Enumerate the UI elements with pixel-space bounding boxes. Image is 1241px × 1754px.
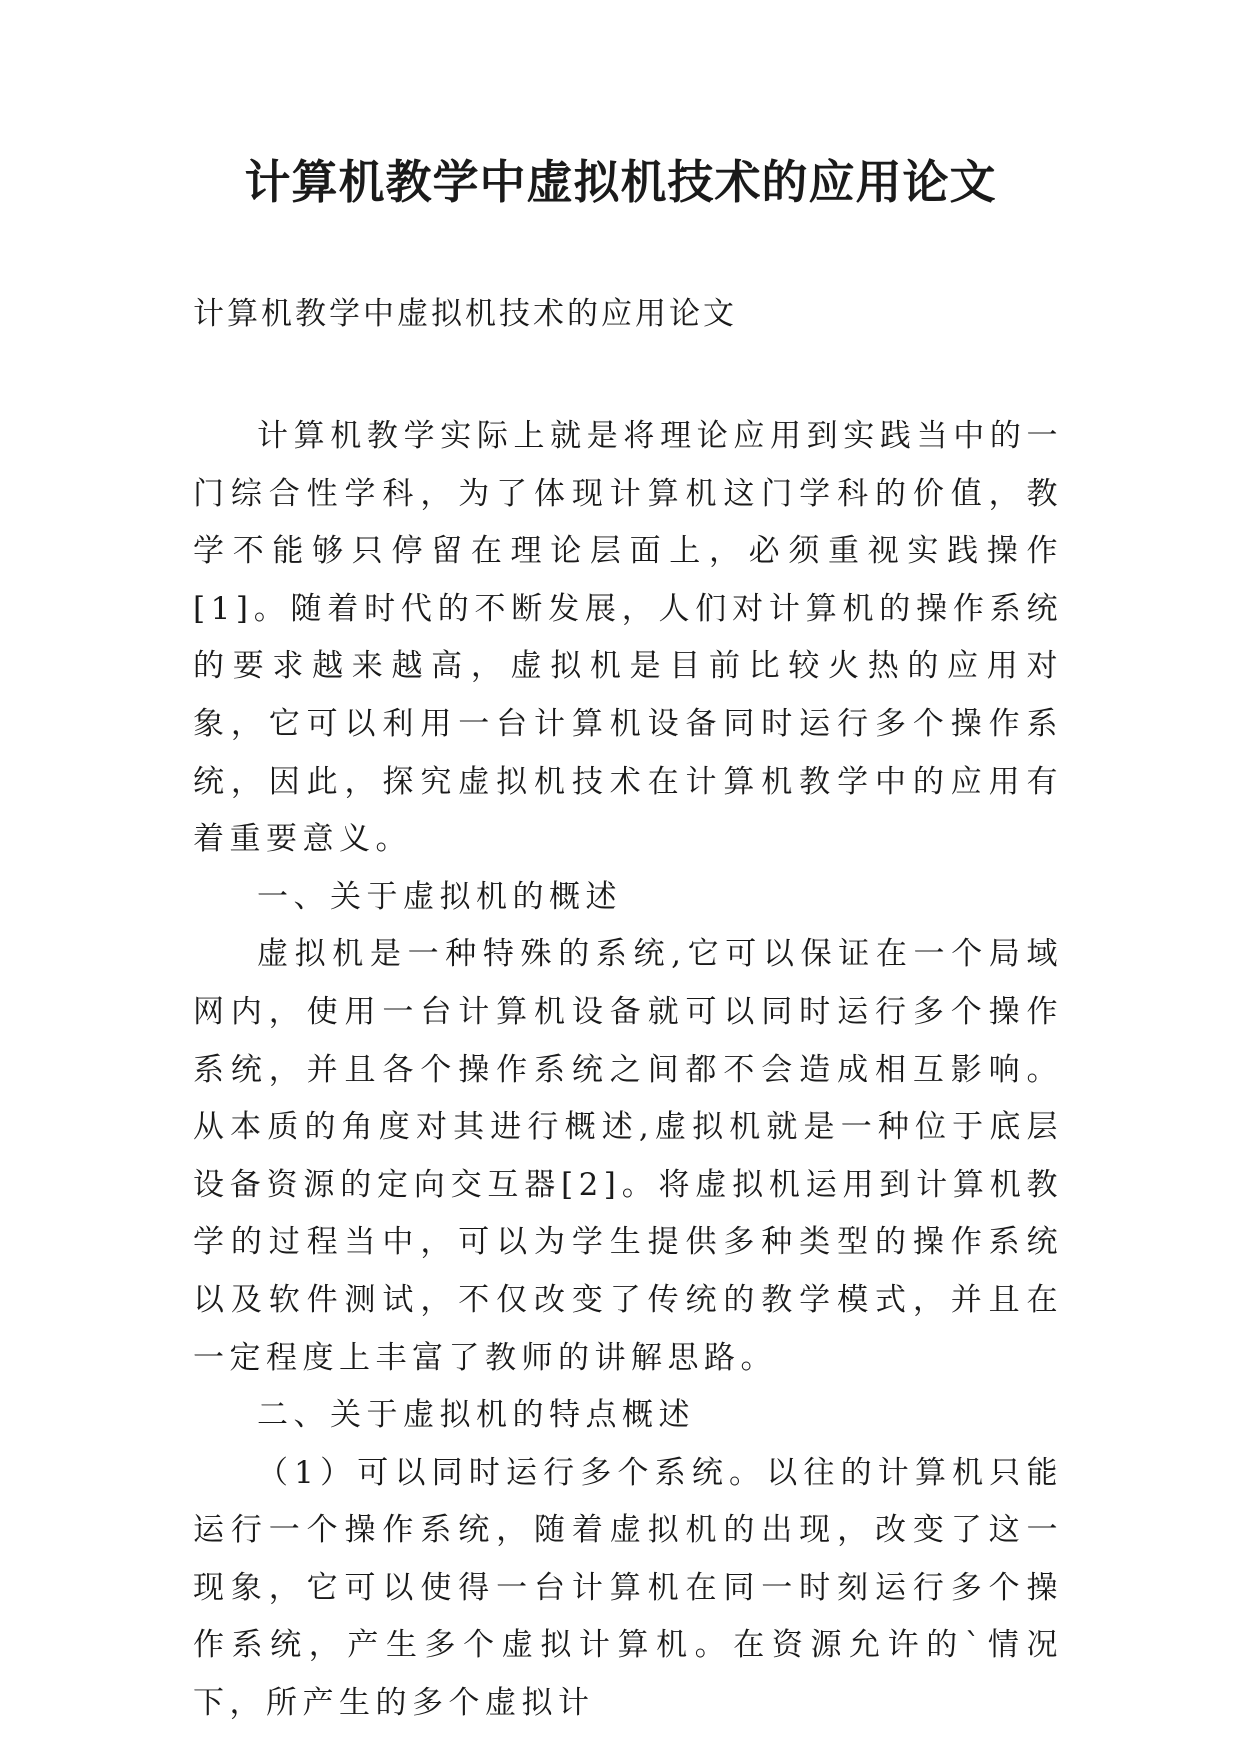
section-heading-features: 二、关于虚拟机的特点概述 bbox=[257, 1397, 695, 1434]
document-subtitle: 计算机教学中虚拟机技术的应用论文 bbox=[193, 296, 737, 332]
paragraph-overview: 虚拟机是一种特殊的系统,它可以保证在一个局域网内，使用一台计算机设备就可以同时运行多个操作系统，并且各个操作系统之间都不会造成相互影响。从本质的角度对其进行概述,虚拟机就是一种位于底层设备资源的定向交互器[2]。将虚拟机运用到计算机教学的过程当中，可以为学生提供多种类型的操作系统以及软件测试，不仅改变了传统的教学模式，并且在一定程度上丰富了教师的讲解思路。 bbox=[193, 936, 1063, 1376]
paragraph-intro: 计算机教学实际上就是将理论应用到实践当中的一门综合性学科，为了体现计算机这门学科的价值，教学不能够只停留在理论层面上，必须重视实践操作[1]。随着时代的不断发展，人们对计算机的操作系统的要求越来越高，虚拟机是目前比较火热的应用对象，它可以利用一台计算机设备同时运行多个操作系统，因此，探究虚拟机技术在计算机教学中的应用有着重要意义。 bbox=[193, 418, 1063, 858]
paragraph-feature-1: （1）可以同时运行多个系统。以往的计算机只能运行一个操作系统，随着虚拟机的出现，改变了这一现象，它可以使得一台计算机在同一时刻运行多个操作系统，产生多个虚拟计算机。在资源允许的`情况下，所产生的多个虚拟计 bbox=[193, 1454, 1063, 1722]
section-heading-overview: 一、关于虚拟机的概述 bbox=[257, 878, 622, 915]
document-body bbox=[193, 408, 1063, 1733]
document-title: 计算机教学中虚拟机技术的应用论文 bbox=[244, 155, 997, 209]
